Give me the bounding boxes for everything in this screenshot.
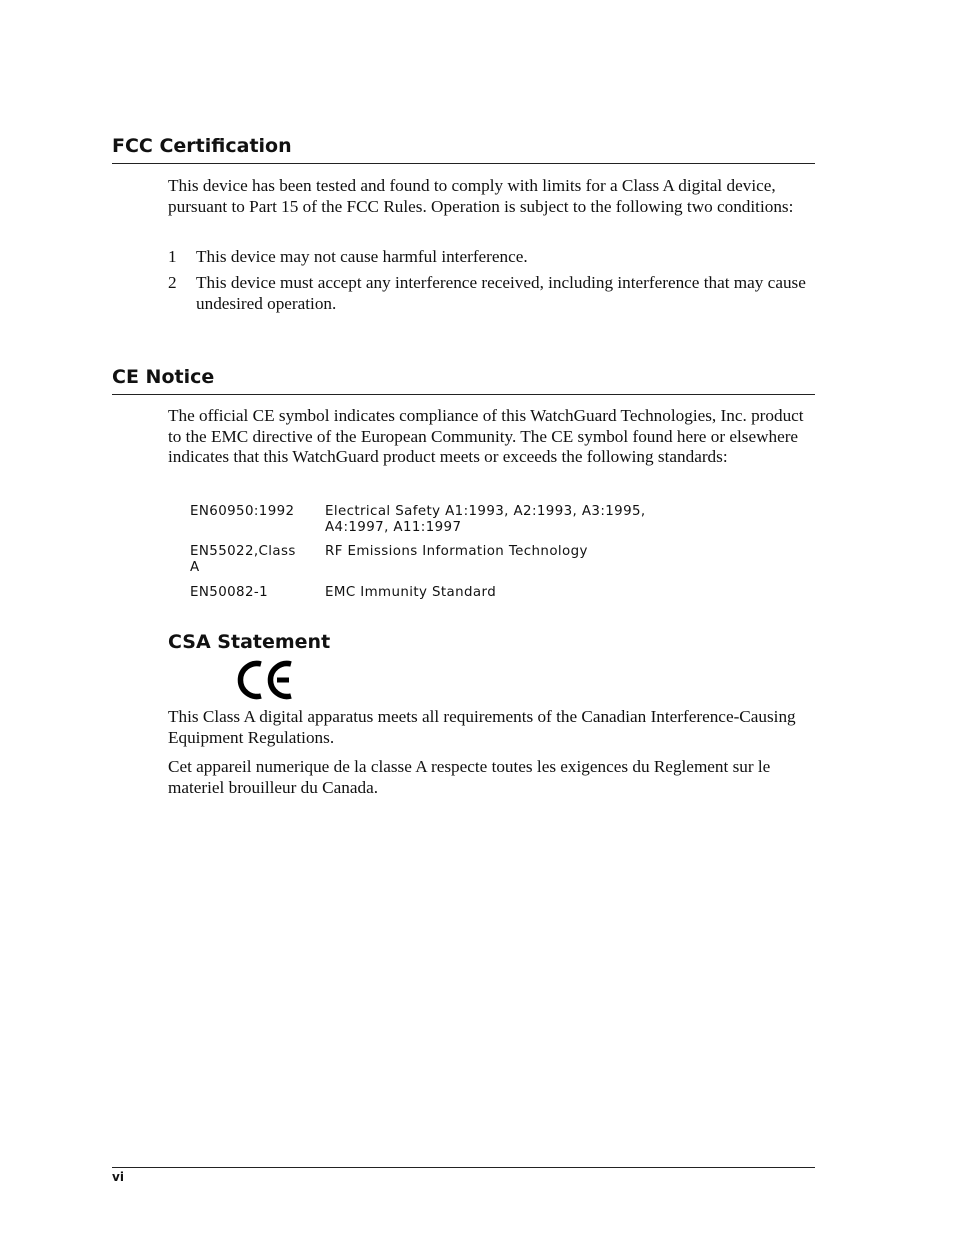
ce-heading-rule bbox=[112, 394, 815, 395]
fcc-condition-1 bbox=[168, 246, 813, 267]
condition-text: This device may not cause harmful interference. bbox=[196, 247, 528, 266]
csa-heading: CSA Statement bbox=[168, 631, 331, 653]
standard-description: Electrical Safety A1:1993, A2:1993, A3:1995, A4:1997, A11:1997 bbox=[325, 504, 646, 535]
standard-code: EN55022,Class A bbox=[190, 544, 296, 575]
fcc-condition-2 bbox=[168, 272, 813, 314]
page-number: vi bbox=[112, 1170, 124, 1184]
ce-intro: The official CE symbol indicates compliance of this WatchGuard Technologies, Inc. product to the EMC directive of the European Community. The CE symbol found here or elsewhere indicates that this WatchGuard product meets or exceeds the following standards: bbox=[168, 406, 804, 466]
standard-code: EN50082-1 bbox=[190, 585, 269, 600]
condition-text: This device must accept any interference received, including interference that may cause undesired operation. bbox=[196, 273, 806, 313]
condition-number: 1 bbox=[168, 247, 177, 266]
ce-mark-icon bbox=[236, 659, 296, 701]
fcc-heading: FCC Certification bbox=[112, 135, 292, 157]
standard-description: RF Emissions Information Technology bbox=[325, 544, 588, 559]
standard-description: EMC Immunity Standard bbox=[325, 585, 497, 600]
footer-rule bbox=[112, 1167, 815, 1168]
csa-french-statement: Cet appareil numerique de la classe A respecte toutes les exigences du Reglement sur le materiel brouilleur du Canada. bbox=[168, 757, 771, 797]
ce-heading: CE Notice bbox=[112, 366, 215, 388]
fcc-intro: This device has been tested and found to comply with limits for a Class A digital device, pursuant to Part 15 of the FCC Rules. Operation is subject to the following two conditions: bbox=[168, 176, 794, 216]
csa-english-statement: This Class A digital apparatus meets all requirements of the Canadian Interference-Causing Equipment Regulations. bbox=[168, 707, 796, 747]
standard-code: EN60950:1992 bbox=[190, 504, 295, 519]
condition-number: 2 bbox=[168, 273, 177, 292]
fcc-heading-rule bbox=[112, 163, 815, 164]
